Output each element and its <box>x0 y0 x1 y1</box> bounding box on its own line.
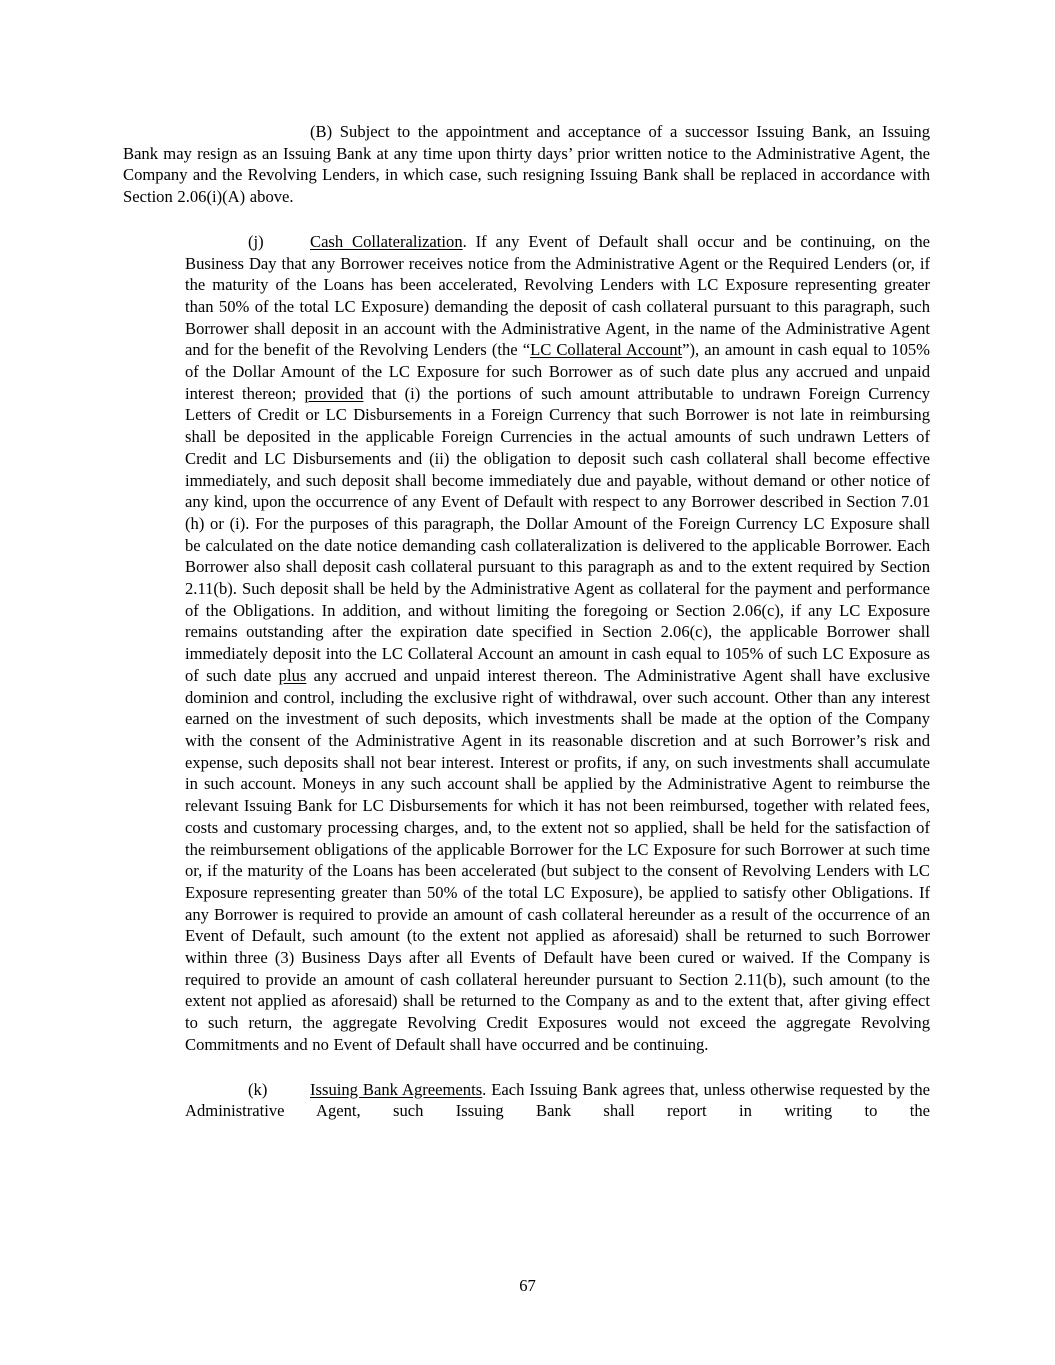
paragraph-b-text: (B) Subject to the appointment and acceptance of a successor Issuing Bank, an Issuing Bank may resign as an Issuing Bank at any time upon thirty days’ prior written notice to the Administrative Agent, the Company and the Revolving Lenders, in which case, such resigning Issuing Bank shall be replaced in accordance with Section 2.06(i)(A) above. <box>123 122 930 207</box>
paragraph-j-heading-cash-collateralization: Cash Collateralization <box>310 231 463 251</box>
paragraph-j <box>185 231 930 1056</box>
paragraph-j-text-segment-3: that (i) the portions of such amount attributable to undrawn Foreign Currency Letters of Credit or LC Disbursements in a Foreign Currency that such Borrower is not late in reimbursing shall be deposited in the applicable Foreign Currencies in the actual amounts of such undrawn Letters of Credit and LC Disbursements and (ii) the obligation to deposit such cash collateral shall become effective immediately, and such deposit shall become immediately due and payable, without demand or other notice of any kind, upon the occurrence of any Event of Default with respect to any Borrower described in Section 7.01 (h) or (i). For the purposes of this paragraph, the Dollar Amount of the Foreign Currency LC Exposure shall be calculated on the date notice demanding cash collateralization is delivered to the applicable Borrower. Each Borrower also shall deposit cash collateral pursuant to this paragraph as and to the extent required by Section 2.11(b). Such deposit shall be held by the Administrative Agent as collateral for the payment and performance of the Obligations. In addition, and without limiting the foregoing or Section 2.06(c), if any LC Exposure remains outstanding after the expiration date specified in Section 2.06(c), the applicable Borrower shall immediately deposit into the LC Collateral Account an amount in cash equal to 105% of such LC Exposure as of such date <box>185 383 930 685</box>
indented-section <box>185 231 930 1122</box>
paragraph-b <box>123 121 930 208</box>
defined-term-lc-collateral-account: LC Collateral Account <box>530 340 683 360</box>
paragraph-k-heading-issuing-bank-agreements: Issuing Bank Agreements <box>310 1079 483 1099</box>
emphasis-plus: plus <box>278 665 307 685</box>
paragraph-j-text-segment-2: ”), an amount in cash equal to 105% of the Dollar Amount of the LC Exposure for such Borrower as of such date plus any accrued and unpaid interest thereon; <box>185 340 930 403</box>
paragraph-k-label: (k) <box>248 1079 268 1099</box>
paragraph-j-text-segment-4: any accrued and unpaid interest thereon. The Administrative Agent shall have exclusive dominion and control, including the exclusive right of withdrawal, over such account. Other than any interest earned on the investment of such deposits, which investments shall be made at the option of the Company with the consent of the Administrative Agent in its reasonable discretion and at such Borrower’s risk and expense, such deposits shall not bear interest. Interest or profits, if any, on such investments shall accumulate in such account. Moneys in any such account shall be applied by the Administrative Agent to reimburse the relevant Issuing Bank for LC Disbursements for which it has not been reimbursed, together with related fees, costs and customary processing charges, and, to the extent not so applied, shall be held for the satisfaction of the reimbursement obligations of the applicable Borrower for the LC Exposure for such Borrower at such time or, if the maturity of the Loans has been accelerated (but subject to the consent of Revolving Lenders with LC Exposure representing greater than 50% of the total LC Exposure), be applied to satisfy other Obligations. If any Borrower is required to provide an amount of cash collateral hereunder as a result of the occurrence of an Event of Default, such amount (to the extent not applied as aforesaid) shall be returned to such Borrower within three (3) Business Days after all Events of Default have been cured or waived. If the Company is required to provide an amount of cash collateral hereunder pursuant to Section 2.11(b), such amount (to the extent not applied as aforesaid) shall be returned to the Company as and to the extent that, after giving effect to such return, the aggregate Revolving Credit Exposures would not exceed the aggregate Revolving Commitments and no Event of Default shall have occurred and be continuing. <box>185 665 930 1054</box>
emphasis-provided: provided <box>304 383 364 403</box>
paragraph-j-text-segment-1: . If any Event of Default shall occur and be continuing, on the Business Day that any Borrower receives notice from the Administrative Agent or the Required Lenders (or, if the maturity of the Loans has been accelerated, Revolving Lenders with LC Exposure representing greater than 50% of the total LC Exposure) demanding the deposit of cash collateral pursuant to this paragraph, such Borrower shall deposit in an account with the Administrative Agent, in the name of the Administrative Agent and for the benefit of the Revolving Lenders (the “ <box>185 231 931 360</box>
paragraph-k-text-segment-1: . Each Issuing Bank agrees that, unless otherwise requested by the Administrative Agent, such Issuing Bank shall report in writing to the <box>185 1079 930 1121</box>
paragraph-k <box>185 1079 930 1122</box>
page-number: 67 <box>519 1276 536 1295</box>
paragraph-j-label: (j) <box>248 231 264 251</box>
